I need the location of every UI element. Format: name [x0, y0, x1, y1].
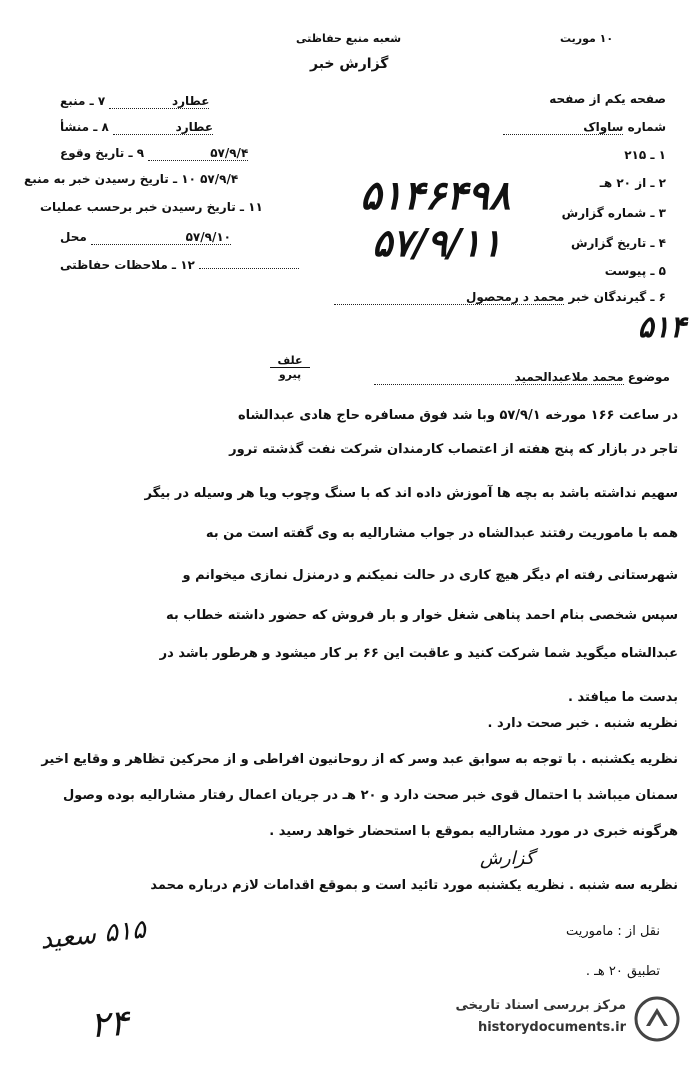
body-line: عبدالشاه میگوید شما شرکت کنید و عاقبت این ۶۶ بر کار میشود و هرطور باشد در [159, 646, 678, 661]
analysis-sunday: نظریه یکشنبه . با توجه به سوابق عبد وسر که از روحانیون افراطی و از محرکین تظاهر و وقایع اخیر سمنان میباشد با احتمال قوی خبر صحت دارد و ۲۰ هـ در جریان اعمال رفتار مشارالیه بوده وصول هرگونه خبری در مورد مشارالیه بموقع با استحضار خواهد رسید . [41, 752, 678, 839]
tag-bottom: پیرو [278, 368, 302, 381]
form-title: گزارش خبر [310, 56, 389, 72]
field-source: عطارد ۷ ـ منبع [60, 94, 210, 108]
body-line: سهیم نداشته باشد به بچه ها آموزش داده اند که با سنگ وچوب ویا هر وسیله در بیگر [144, 486, 678, 501]
field-report-number: ۳ ـ شماره گزارش [561, 206, 666, 220]
margin-note: ۵۱۵ سعید [38, 914, 148, 956]
field-source-receipt-date: ۵۷/۹/۴ ۱۰ ـ تاریخ رسیدن خبر به منبع [24, 172, 239, 186]
field-report-date: ۴ ـ تاریخ گزارش [570, 236, 666, 250]
body-line: تاجر در بازار که پنج هفته از اعتصاب کارمندان شرکت نفت گذشته ترور [229, 442, 678, 457]
field-attachment: ۵ ـ پیوست [604, 264, 666, 278]
field-recipients: ۶ ـ گیرندگان خبر محمد د رمحصول [334, 290, 666, 305]
body-line: شهرستانی رفته ام دیگر هیچ کاری در حالت نمیکنم و درمنزل نمازی میخوانم و [182, 568, 678, 583]
bottom-mark: ۲۴ [88, 1002, 131, 1047]
tag-box [270, 354, 310, 381]
field-place: ۵۷/۹/۱۰ محل [60, 230, 231, 244]
watermark-logo [422, 994, 682, 1046]
archive-logo-icon [634, 996, 680, 1042]
body-line: بدست ما میافتد . [568, 690, 678, 705]
field-page: صفحه یکم از صفحه [549, 92, 666, 106]
tag-top: علف [270, 354, 310, 368]
analysis-tuesday: نظریه سه شنبه . نظریه یکشنبه مورد تائید است و بموقع اقدامات لازم درباره محمد [150, 878, 678, 893]
footer-match: تطبیق ۲۰ هـ . [585, 964, 660, 979]
watermark-title: مرکز بررسی اسناد تاریخی [455, 998, 626, 1013]
field-operation-receipt-date: ۱۱ ـ تاریخ رسیدن خبر برحسب عملیات [40, 200, 263, 214]
subject-line: موضوع محمد ملاعبدالحمید [374, 370, 670, 385]
body-line: در ساعت ۱۶۶ مورخه ۵۷/۹/۱ وبا شد فوق مسافره حاج هادی عبدالشاه [237, 408, 678, 423]
field-security-notes: ۱۲ ـ ملاحظات حفاظتی [60, 258, 299, 272]
field-occurrence-date: ۵۷/۹/۴ ۹ ـ تاریخ وقوع [60, 146, 249, 160]
field-origin: عطارد ۸ ـ منشأ [60, 120, 214, 134]
analysis-saturday: نظریه شنبه . خبر صحت دارد . [487, 716, 678, 731]
report-number-handwritten: ۵۱۴۶۴۹۸ [360, 172, 511, 219]
field-number: شماره ساواک [503, 120, 666, 135]
footer-source: نقل از : ماموریت [566, 924, 660, 939]
top-left-note: ۱۰ موریت [560, 32, 614, 45]
section-label: شعبه منبع حفاظتی [296, 32, 402, 45]
stamp-number: ۵۱۴ [637, 310, 686, 345]
watermark-url: historydocuments.ir [477, 1020, 626, 1035]
signature: گزارش [480, 848, 535, 869]
field-item-1: ۱ ـ ۲۱۵ [624, 148, 666, 162]
body-line: همه با ماموریت رفتند عبدالشاه در جواب مشارالیه به وی گفته است من به [205, 526, 678, 541]
body-line: سپس شخصی بنام احمد پناهی شغل خوار و بار فروش که حضور داشته خطاب به [165, 608, 678, 623]
report-date-handwritten: ۵۷/۹/۱۱ [372, 220, 502, 265]
field-item-2: ۲ ـ از ۲۰ هـ [599, 176, 666, 190]
